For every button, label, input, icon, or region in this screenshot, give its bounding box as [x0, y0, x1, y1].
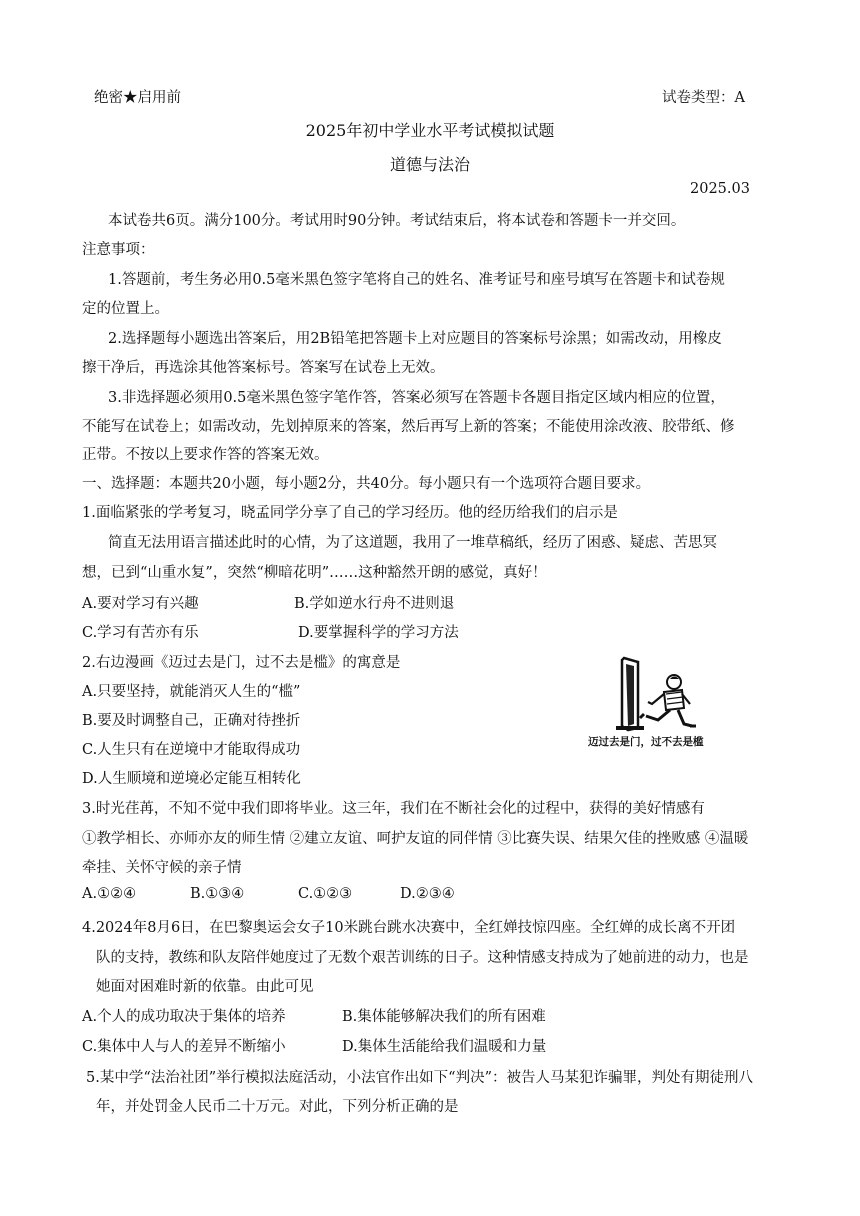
q1-quote-line-1: 简直无法用语言描述此时的心情，为了这道题，我用了一堆草稿纸，经历了困惑、疑虑、苦思冥 [108, 535, 717, 551]
note-2-line-1: 2.选择题每小题选出答案后，用2B铅笔把答题卡上对应题目的答案标号涂黑；如需改动，用橡皮 [108, 331, 722, 347]
q4-stem-line-1: 4.2024年8月6日，在巴黎奥运会女子10米跳台跳水决赛中，全红婵技惊四座。全红婵的成长离不开团 [82, 920, 736, 936]
exam-title: 2025年初中学业水平考试模拟试题 [305, 121, 555, 140]
q4-option-b: B.集体能够解决我们的所有困难 [342, 1009, 546, 1025]
q2-option-b: B.要及时调整自己，正确对待挫折 [82, 713, 301, 729]
note-1-line-2: 定的位置上。 [82, 301, 169, 317]
paper-type: 试卷类型：A [662, 90, 745, 106]
q3-items-line-1: ①教学相长、亦师亦友的师生情 ②建立友谊、呵护友谊的同伴情 ③比赛失误、结果欠佳的挫败感 ④温暖 [82, 831, 749, 847]
confidential-mark: 绝密★启用前 [94, 90, 181, 106]
note-3-line-2: 不能写在试卷上；如需改动，先划掉原来的答案，然后再写上新的答案；不能使用涂改液、胶带纸、修 [82, 419, 735, 435]
q3-items-line-2: 牵挂、关怀守候的亲子情 [82, 860, 242, 876]
note-2-line-2: 擦干净后，再选涂其他答案标号。答案写在试卷上无效。 [82, 360, 445, 376]
q2-option-d: D.人生顺境和逆境必定能互相转化 [82, 771, 301, 787]
q3-option-a: A.①②④ [82, 886, 137, 902]
q5-stem-line-1: 5.某中学“法治社团”举行模拟法庭活动，小法官作出如下“判决”：被告人马某犯诈骗罪，判处有期徒刑八 [86, 1070, 753, 1086]
q4-option-c: C.集体中人与人的差异不断缩小 [82, 1039, 286, 1055]
q1-option-d: D.要掌握科学的学习方法 [298, 625, 459, 641]
note-3-line-3: 正带。不按以上要求作答的答案无效。 [82, 447, 329, 463]
q2-option-a: A.只要坚持，就能消灭人生的“槛” [82, 684, 301, 700]
q4-option-a: A.个人的成功取决于集体的培养 [82, 1009, 286, 1025]
note-3-line-1: 3.非选择题必须用0.5毫米黑色签字笔作答，答案必须写在答题卡各题目指定区域内相应的位置， [108, 390, 725, 406]
q1-option-a: A.要对学习有兴趣 [82, 596, 199, 612]
q4-stem-line-2: 队的支持，教练和队友陪伴她度过了无数个艰苦训练的日子。这种情感支持成为了她前进的动力，也是 [96, 950, 749, 966]
q2-stem: 2.右边漫画《迈过去是门，过不去是槛》的寓意是 [82, 655, 401, 671]
cartoon-caption: 迈过去是门，过不去是槛 [588, 736, 704, 748]
q3-option-d: D.②③④ [400, 886, 455, 902]
q3-stem: 3.时光荏苒，不知不觉中我们即将毕业。这三年，我们在不断社会化的过程中，获得的美好情感有 [82, 801, 705, 817]
q5-stem-line-2: 年，并处罚金人民币二十万元。对此，下列分析正确的是 [96, 1099, 459, 1115]
intro-text: 本试卷共6页。满分100分。考试用时90分钟。考试结束后，将本试卷和答题卡一并交回。 [108, 213, 686, 229]
q4-stem-line-3: 她面对困难时新的依靠。由此可见 [96, 979, 314, 995]
q2-option-c: C.人生只有在逆境中才能取得成功 [82, 742, 301, 758]
cartoon-illustration [586, 652, 726, 752]
q1-option-c: C.学习有苦亦有乐 [82, 625, 199, 641]
q3-option-c: C.①②③ [298, 886, 353, 902]
q4-option-d: D.集体生活能给我们温暖和力量 [342, 1039, 547, 1055]
q1-stem: 1.面临紧张的学考复习，晓孟同学分享了自己的学习经历。他的经历给我们的启示是 [82, 505, 618, 521]
q3-option-b: B.①③④ [190, 886, 245, 902]
q1-quote-line-2: 想，已到“山重水复”，突然“柳暗花明”……这种豁然开朗的感觉，真好！ [82, 565, 547, 581]
exam-date: 2025.03 [690, 181, 750, 197]
subject-title: 道德与法治 [389, 155, 470, 174]
note-1-line-1: 1.答题前，考生务必用0.5毫米黑色签字笔将自己的姓名、准考证号和座号填写在答题卡和试卷规 [108, 272, 725, 288]
notes-heading: 注意事项： [82, 242, 155, 258]
q1-option-b: B.学如逆水行舟不进则退 [294, 596, 455, 612]
section-heading: 一、选择题：本题共20小题，每小题2分，共40分。每小题只有一个选项符合题目要求。 [82, 476, 651, 492]
